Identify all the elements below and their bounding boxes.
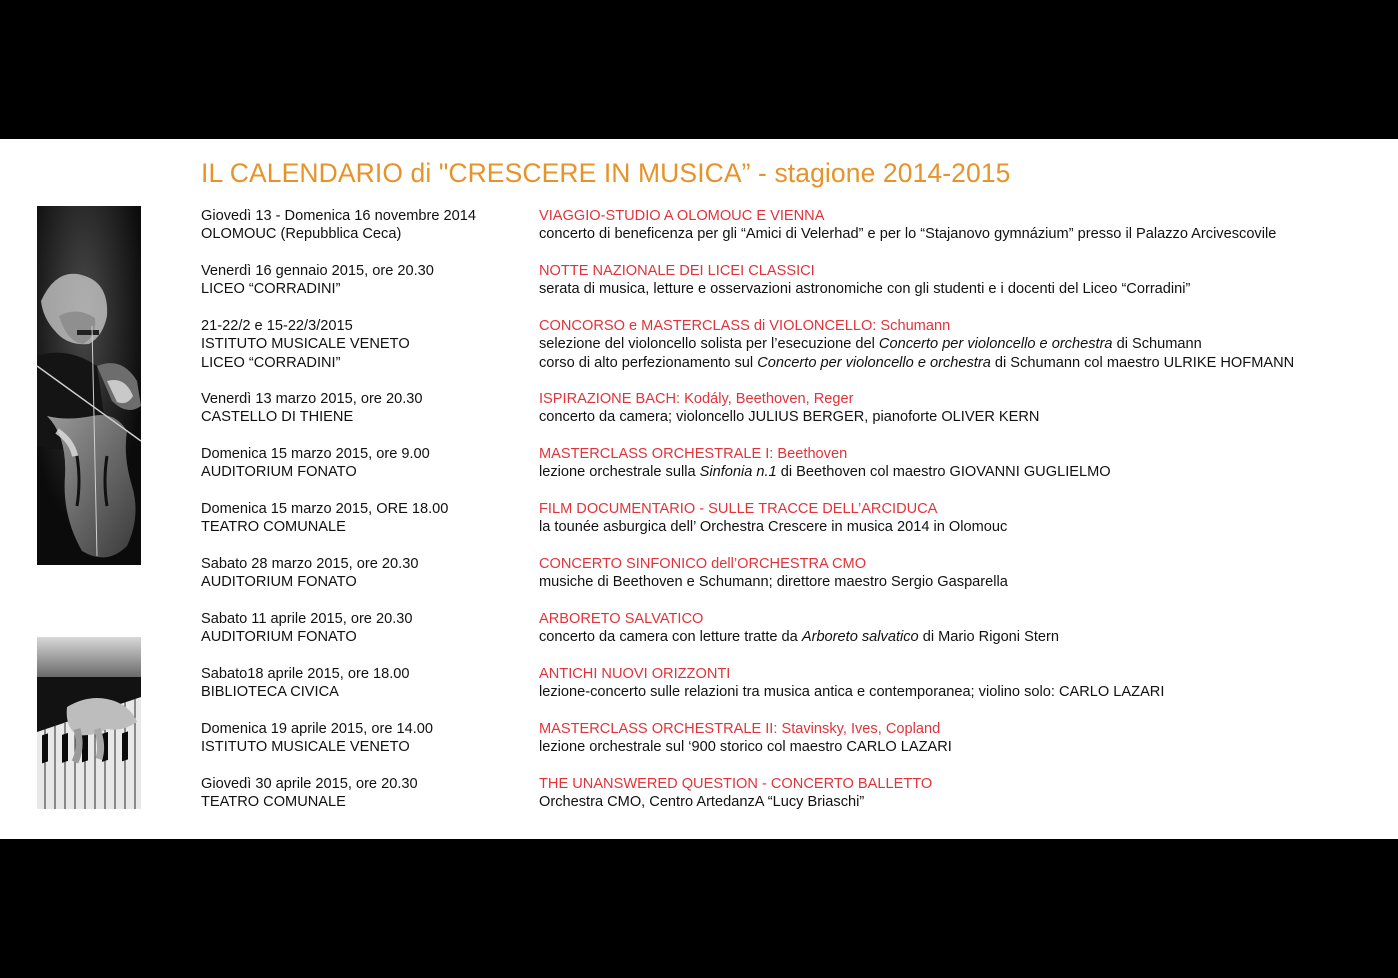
- event-venue: CASTELLO DI THIENE: [201, 409, 354, 426]
- event-venue: ISTITUTO MUSICALE VENETO: [201, 739, 410, 756]
- event-venue: ISTITUTO MUSICALE VENETO: [201, 336, 410, 353]
- event-date: Venerdì 16 gennaio 2015, ore 20.30: [201, 263, 434, 279]
- event-when: [201, 445, 430, 482]
- description-text: lezione orchestrale sulla: [539, 464, 700, 481]
- description-text: di Beethoven col maestro GIOVANNI GUGLIELMO: [776, 464, 1111, 481]
- event-details: [539, 720, 952, 757]
- description-text: concerto da camera; violoncello JULIUS BERGER, pianoforte OLIVER KERN: [539, 409, 1040, 426]
- event-title: MASTERCLASS ORCHESTRALE I: Beethoven: [539, 446, 848, 462]
- event-description: [539, 793, 932, 811]
- event-title: ANTICHI NUOVI ORIZZONTI: [539, 666, 731, 682]
- event-venue: OLOMOUC (Repubblica Ceca): [201, 226, 402, 243]
- event-when: [201, 720, 433, 757]
- event-description: [539, 573, 1008, 591]
- event-venue: TEATRO COMUNALE: [201, 794, 346, 811]
- event-venue: AUDITORIUM FONATO: [201, 629, 357, 646]
- event-title: NOTTE NAZIONALE DEI LICEI CLASSICI: [539, 263, 815, 279]
- event-venue: LICEO “CORRADINI”: [201, 281, 341, 298]
- event-details: [539, 555, 1008, 592]
- event-description: [539, 518, 1007, 536]
- event-venue: LICEO “CORRADINI”: [201, 354, 341, 371]
- description-text: Orchestra CMO, Centro ArtedanzA “Lucy Briaschi”: [539, 794, 865, 811]
- event-title: CONCERTO SINFONICO dell’ORCHESTRA CMO: [539, 556, 867, 572]
- event-date: Domenica 15 marzo 2015, ore 9.00: [201, 446, 430, 462]
- event-title: ARBORETO SALVATICO: [539, 611, 704, 627]
- event-details: [539, 775, 932, 812]
- description-text: concerto da camera con letture tratte da: [539, 629, 802, 646]
- description-text: di Schumann: [1112, 336, 1202, 353]
- event-date: 21-22/2 e 15-22/3/2015: [201, 318, 353, 334]
- event-details: [539, 207, 1276, 244]
- event-date: Venerdì 13 marzo 2015, ore 20.30: [201, 391, 423, 407]
- description-text: la tounée asburgica dell’ Orchestra Crescere in musica 2014 in Olomouc: [539, 519, 1008, 536]
- work-title: Arboreto salvatico: [801, 629, 919, 646]
- work-title: Sinfonia n.1: [699, 464, 777, 481]
- event-description: [539, 335, 1294, 353]
- description-text: serata di musica, letture e osservazioni astronomiche con gli studenti e i docenti del Liceo “Corradini”: [539, 281, 1191, 298]
- description-text: corso di alto perfezionamento sul: [539, 354, 758, 371]
- piano-photo: [37, 637, 141, 809]
- description-text: lezione orchestrale sul ‘900 storico col maestro CARLO LAZARI: [539, 739, 952, 756]
- event-date: Domenica 19 aprile 2015, ore 14.00: [201, 721, 434, 737]
- event-when: [201, 317, 410, 372]
- event-venue: AUDITORIUM FONATO: [201, 574, 357, 591]
- event-details: [539, 500, 1007, 537]
- event-when: [201, 555, 418, 592]
- description-text: musiche di Beethoven e Schumann; direttore maestro Sergio Gasparella: [539, 574, 1008, 591]
- event-venue: TEATRO COMUNALE: [201, 519, 346, 536]
- event-description: [539, 463, 1111, 481]
- description-text: di Schumann col maestro ULRIKE HOFMANN: [990, 354, 1295, 371]
- event-description: [539, 280, 1190, 298]
- event-venue: BIBLIOTECA CIVICA: [201, 684, 339, 701]
- event-venue: AUDITORIUM FONATO: [201, 464, 357, 481]
- event-date: Sabato18 aprile 2015, ore 18.00: [201, 666, 410, 682]
- event-title: MASTERCLASS ORCHESTRALE II: Stavinsky, Ives, Copland: [539, 721, 941, 737]
- page-title: IL CALENDARIO di "CRESCERE IN MUSICA” - stagione 2014-2015: [201, 158, 1011, 188]
- event-date: Giovedì 30 aprile 2015, ore 20.30: [201, 776, 418, 792]
- description-text: di Mario Rigoni Stern: [918, 629, 1059, 646]
- calendar-page: [0, 139, 1398, 839]
- event-date: Sabato 28 marzo 2015, ore 20.30: [201, 556, 419, 572]
- event-title: CONCORSO e MASTERCLASS di VIOLONCELLO: Schumann: [539, 318, 951, 334]
- event-when: [201, 775, 418, 812]
- event-when: [201, 665, 410, 702]
- event-details: [539, 445, 1111, 482]
- event-title: THE UNANSWERED QUESTION - CONCERTO BALLETTO: [539, 776, 933, 792]
- event-description: [539, 738, 952, 756]
- event-details: [539, 390, 1039, 427]
- event-when: [201, 262, 434, 299]
- event-details: [539, 665, 1164, 702]
- event-details: [539, 610, 1059, 647]
- event-date: Giovedì 13 - Domenica 16 novembre 2014: [201, 208, 477, 224]
- event-when: [201, 500, 448, 537]
- description-text: lezione-concerto sulle relazioni tra musica antica e contemporanea; violino solo: CARLO LAZARI: [539, 684, 1165, 701]
- event-when: [201, 207, 476, 244]
- event-title: VIAGGIO-STUDIO A OLOMOUC E VIENNA: [539, 208, 825, 224]
- event-description: [539, 628, 1059, 646]
- event-date: Sabato 11 aprile 2015, ore 20.30: [201, 611, 413, 627]
- event-details: [539, 262, 1190, 299]
- event-title: ISPIRAZIONE BACH: Kodály, Beethoven, Reger: [539, 391, 854, 407]
- event-description: [539, 225, 1276, 243]
- event-title: FILM DOCUMENTARIO - SULLE TRACCE DELL’ARCIDUCA: [539, 501, 938, 517]
- event-description: [539, 354, 1294, 372]
- cellist-photo: [37, 206, 141, 565]
- work-title: Concerto per violoncello e orchestra: [878, 336, 1113, 353]
- event-description: [539, 683, 1164, 701]
- description-text: concerto di beneficenza per gli “Amici di Velerhad” e per lo “Stajanovo gymnázium” presso il Palazzo Arcivescovile: [539, 226, 1277, 243]
- work-title: Concerto per violoncello e orchestra: [757, 354, 991, 371]
- event-when: [201, 610, 413, 647]
- event-details: [539, 317, 1294, 372]
- description-text: selezione del violoncello solista per l’esecuzione del: [539, 336, 879, 353]
- event-description: [539, 408, 1039, 426]
- event-date: Domenica 15 marzo 2015, ORE 18.00: [201, 501, 449, 517]
- event-when: [201, 390, 423, 427]
